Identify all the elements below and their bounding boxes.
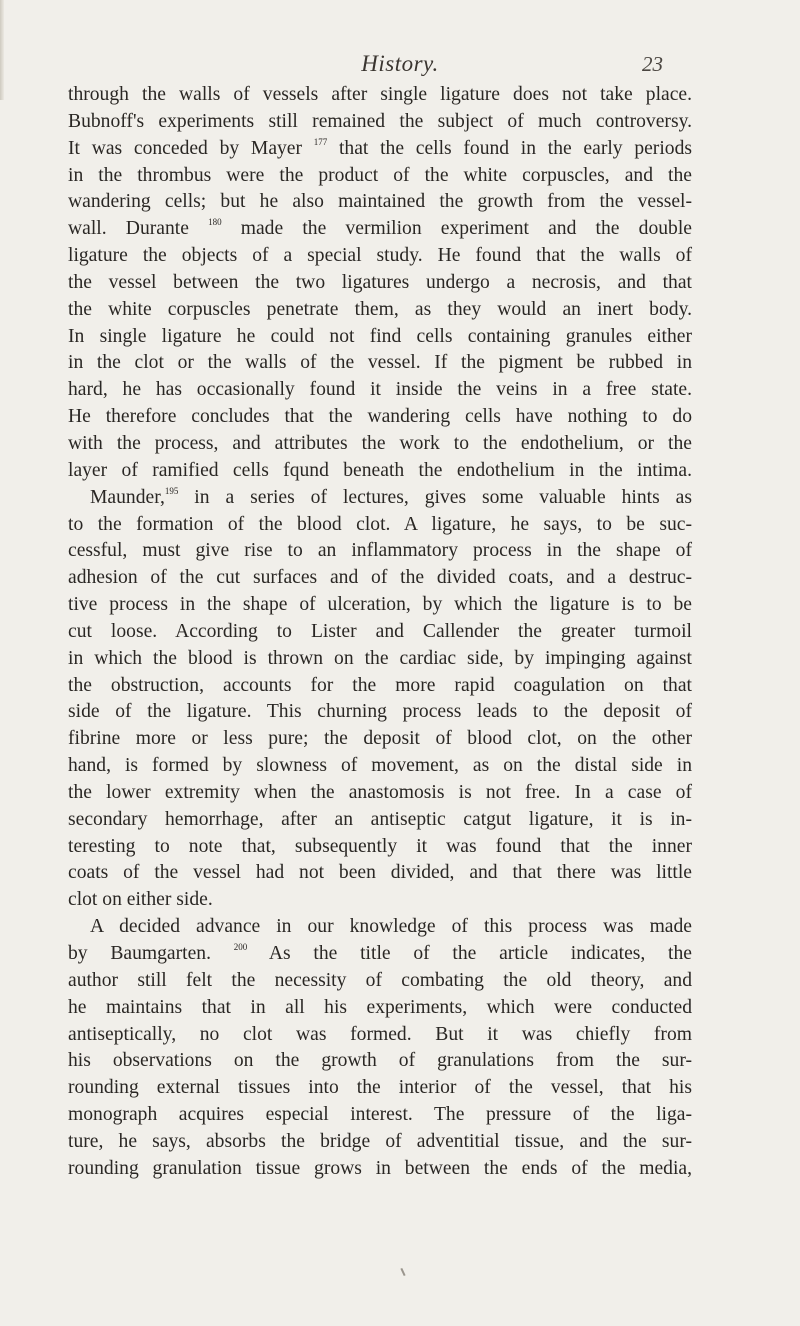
text-segment: ture, he says, absorbs the bridge of adventitial tissue, and the sur- — [68, 1130, 692, 1152]
ink-mark — [400, 1268, 405, 1276]
text-line — [68, 592, 692, 619]
text-line — [68, 646, 692, 673]
text-line — [68, 109, 692, 136]
text-line — [68, 1102, 692, 1129]
text-segment: tive process in the shape of ulceration, by which the ligature is to be — [68, 594, 692, 616]
text-line — [68, 485, 692, 512]
text-line — [68, 538, 692, 565]
text-segment: secondary hemorrhage, after an antiseptic catgut ligature, it is in- — [68, 808, 692, 830]
text-line — [68, 270, 692, 297]
text-segment: by Baumgarten. — [68, 943, 234, 964]
text-segment: the obstruction, accounts for the more rapid coagulation on that — [68, 674, 692, 696]
text-segment: wandering cells; but he also maintained the growth from the vessel- — [68, 191, 692, 213]
text-segment: In single ligature he could not find cells containing granules either — [68, 325, 692, 347]
text-line — [68, 968, 692, 995]
text-line — [68, 512, 692, 539]
text-line — [68, 377, 692, 404]
text-segment: in the thrombus were the product of the white corpuscles, and the — [68, 164, 692, 186]
text-segment: in a series of lectures, gives some valuable hints as — [178, 486, 692, 508]
text-line — [68, 1156, 692, 1183]
text-segment: Bubnoff's experiments still remained the subject of much controversy. — [68, 110, 692, 132]
text-line — [68, 807, 692, 834]
text-line — [68, 726, 692, 753]
text-line — [68, 860, 692, 887]
footnote-reference: 195 — [164, 485, 179, 496]
text-segment: antiseptically, no clot was formed. But it was chiefly from — [68, 1023, 692, 1045]
text-line — [68, 189, 692, 216]
text-line — [68, 565, 692, 592]
text-segment: the lower extremity when the anastomosis is not free. In a case of — [68, 781, 692, 803]
text-line — [68, 995, 692, 1022]
text-segment: the white corpuscles penetrate them, as they would an inert body. — [68, 298, 692, 320]
text-line — [68, 163, 692, 190]
text-segment: He therefore concludes that the wandering cells have nothing to do — [68, 406, 692, 428]
text-line — [68, 431, 692, 458]
text-line — [68, 324, 692, 351]
text-segment: A decided advance in our knowledge of this process was made — [90, 916, 692, 938]
text-line — [68, 350, 692, 377]
body-text — [68, 82, 692, 1183]
text-line — [68, 699, 692, 726]
text-segment: to the formation of the blood clot. A ligature, he says, to be suc- — [68, 513, 692, 535]
text-segment: through the walls of vessels after single ligature does not take place. — [68, 84, 692, 105]
text-segment: It was conceded by Mayer — [68, 137, 314, 159]
running-title: History. — [361, 51, 439, 76]
text-segment: teresting to note that, subsequently it was found that the inner — [68, 835, 692, 857]
text-segment: ligature the objects of a special study. He found that the walls of — [68, 245, 692, 267]
text-segment: cessful, must give rise to an inflammatory process in the shape of — [68, 540, 692, 562]
text-line — [68, 243, 692, 270]
text-segment: with the process, and attributes the work to the endothelium, or the — [68, 432, 692, 454]
text-line — [68, 941, 692, 968]
text-segment: his observations on the growth of granulations from the sur- — [68, 1050, 692, 1072]
text-segment: the vessel between the two ligatures undergo a necrosis, and that — [68, 271, 692, 293]
text-line — [68, 780, 692, 807]
text-line — [68, 1048, 692, 1075]
footnote-reference: 177 — [313, 136, 328, 147]
text-segment: author still felt the necessity of combating the old theory, and — [68, 969, 692, 991]
text-line — [68, 1022, 692, 1049]
text-segment: wall. Durante — [68, 218, 209, 240]
text-segment: clot on either side. — [68, 889, 213, 911]
text-line — [68, 887, 692, 914]
text-line — [68, 834, 692, 861]
text-line — [68, 216, 692, 243]
running-head — [0, 51, 800, 81]
text-line — [68, 1129, 692, 1156]
text-line — [68, 673, 692, 700]
text-segment: in the clot or the walls of the vessel. If the pigment be rubbed in — [68, 352, 692, 374]
text-line — [68, 619, 692, 646]
text-line — [68, 404, 692, 431]
text-segment: rounding external tissues into the interior of the vessel, that his — [68, 1077, 692, 1099]
text-segment: hand, is formed by slowness of movement, as on the distal side in — [68, 755, 692, 777]
text-segment: in which the blood is thrown on the cardiac side, by impinging against — [68, 647, 692, 669]
text-segment: side of the ligature. This churning process leads to the deposit of — [68, 701, 692, 723]
text-segment: adhesion of the cut surfaces and of the divided coats, and a destruc- — [68, 567, 692, 589]
text-line — [68, 914, 692, 941]
text-line — [68, 82, 692, 109]
text-segment: fibrine more or less pure; the deposit of blood clot, on the other — [68, 728, 692, 750]
text-line — [68, 297, 692, 324]
text-segment: Maunder, — [90, 486, 165, 508]
text-segment: hard, he has occasionally found it inside the veins in a free state. — [68, 379, 692, 401]
footnote-reference: 200 — [233, 942, 248, 952]
text-segment: rounding granulation tissue grows in between the ends of the media, — [68, 1157, 692, 1179]
text-segment: coats of the vessel had not been divided, and that there was little — [68, 862, 692, 884]
text-segment: layer of ramified cells fqund beneath the endothelium in the intima. — [68, 459, 692, 481]
text-line — [68, 136, 692, 163]
text-line — [68, 458, 692, 485]
text-segment: monograph acquires especial interest. The pressure of the liga- — [68, 1104, 692, 1126]
text-segment: that the cells found in the early periods — [327, 137, 692, 159]
text-line — [68, 1075, 692, 1102]
footnote-reference: 180 — [208, 217, 222, 228]
text-segment: cut loose. According to Lister and Callender the greater turmoil — [68, 620, 692, 642]
text-segment: made the vermilion experiment and the double — [221, 218, 692, 240]
page-number: 23 — [642, 52, 663, 76]
text-segment: As the title of the article indicates, the — [247, 943, 692, 964]
page-edge-shadow — [0, 0, 4, 100]
text-segment: he maintains that in all his experiments, which were conducted — [68, 996, 692, 1018]
text-line — [68, 753, 692, 780]
